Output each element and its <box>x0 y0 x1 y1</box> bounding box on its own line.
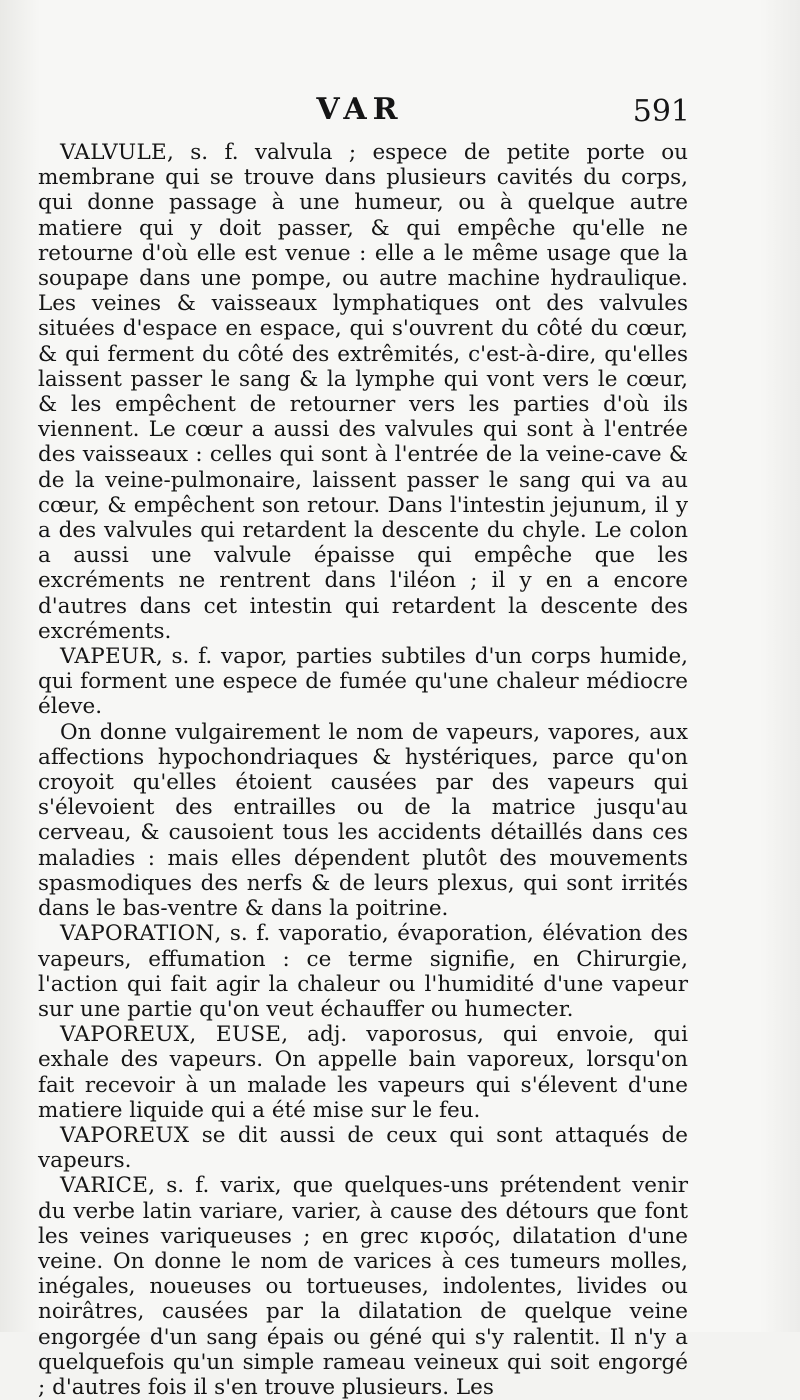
page-header <box>0 92 800 132</box>
page-number: 591 <box>632 94 690 129</box>
entry-text: , s. f. vapor, parties subtiles d'un corps humide, qui forment une espece de fumée qu'une chaleur médiocre éleve. <box>38 644 688 720</box>
entry-text: , s. f. varix, que quelques-uns prétendent venir du verbe latin variare, varier, à cause des détours que font les veines variqueuses ; en grec κιρσός, dilatation d'une veine. On donne le nom de varices à ces tumeurs molles, inégales, noueuses ou tortueuses, indolentes, livides ou noirâtres, causées par la dilatation de quelque veine engorgée d'un sang épais ou géné qui s'y ralentit. Il n'y a quelquefois qu'un simple rameau veineux qui soit engorgé ; d'autres fois il s'en trouve plusieurs. Les <box>38 1173 688 1400</box>
entry-vapeur <box>38 644 688 720</box>
entry-text: , adj. vaporosus, qui envoie, qui exhale des vapeurs. On appelle bain vaporeux, lorsqu'on fait recevoir à un malade les vapeurs qui s'élevent d'une matiere liquide qui a été mise sur le feu. <box>38 1022 689 1123</box>
headword: VAPOREUX <box>60 1122 190 1148</box>
entry-text: se dit aussi de ceux qui sont attaqués de vapeurs. <box>38 1122 688 1174</box>
page-body <box>38 140 688 1400</box>
running-head: VAR <box>316 92 404 127</box>
entry-text: , s. f. valvula ; espece de petite porte ou membrane qui se trouve dans plusieurs cavités du corps, qui donne passage à une humeur, ou à quelque autre matiere qui y doit passer, & qui empêche qu'elle ne retourne d'où elle est venue : elle a le même usage que la soupape dans une pompe, ou autre machine hydraulique. Les veines & vaisseaux lymphatiques ont des valvules situées d'espace en espace, qui s'ouvrent du côté du cœur, & qui ferment du côté des extrêmités, c'est-à-dire, qu'elles laissent passer le sang & la lymphe qui vont vers le cœur, & les empêchent de retourner vers les parties d'où ils viennent. Le cœur a aussi des valvules qui sont à l'entrée des vaisseaux : celles qui sont à l'entrée de la veine-cave & de la veine-pulmonaire, laissent passer le sang qui va au cœur, & empêchent son retour. Dans l'intestin jejunum, il y a des valvules qui retardent la descente du chyle. Le colon a aussi une valvule épaisse qui empêche que les excréments ne rentrent dans l'iléon ; il y en a encore d'autres dans cet intestin qui retardent la descente des excréments. <box>38 140 688 644</box>
headword: VARICE <box>60 1173 149 1199</box>
headword: VAPOREUX, EUSE <box>60 1022 282 1048</box>
headword: VAPEUR <box>60 644 156 670</box>
entry-vaporeux <box>38 1022 688 1123</box>
headword: VALVULE <box>60 140 168 165</box>
entry-varice <box>38 1173 688 1400</box>
entry-vaporeux-sense <box>38 1123 688 1173</box>
headword: VAPORATION <box>60 921 215 947</box>
entry-valvule <box>38 140 688 644</box>
entry-vapeur-continued <box>38 720 688 922</box>
entry-text: , s. f. vaporatio, évaporation, élévation des vapeurs, effumation : ce terme signifie, en Chirurgie, l'action qui fait agir la chaleur ou l'humidité d'une vapeur sur une partie qu'on veut échauffer ou humecter. <box>38 921 688 1022</box>
entry-vaporation <box>38 921 688 1022</box>
entry-text: On donne vulgairement le nom de vapeurs, vapores, aux affections hypochondriaques & hystériques, parce qu'on croyoit qu'elles étoient causées par des vapeurs qui s'élevoient des entrailles ou de la matrice jusqu'au cerveau, & causoient tous les accidents détaillés dans ces maladies : mais elles dépendent plutôt des mouvements spasmodiques des nerfs & de leurs plexus, qui sont irrités dans le bas-ventre & dans la poitrine. <box>38 719 688 922</box>
